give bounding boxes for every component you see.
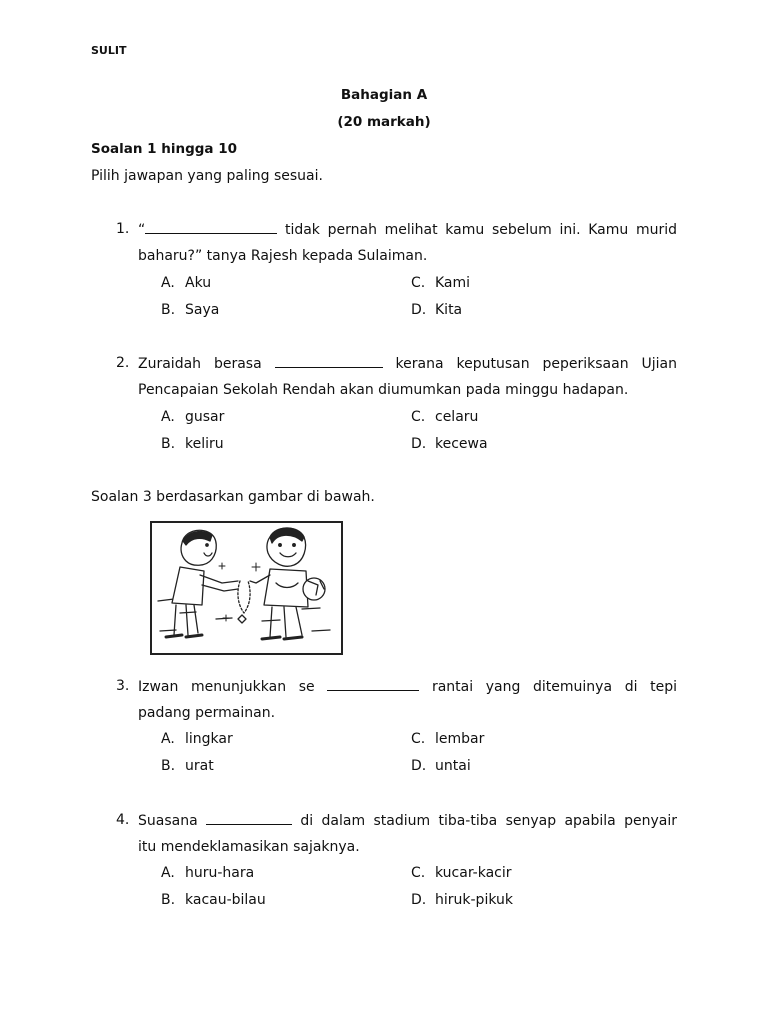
- option-a[interactable]: A. huru-hara: [161, 865, 255, 881]
- sulit-label: SULIT: [91, 44, 127, 57]
- answer-blank: [206, 812, 292, 825]
- answer-blank: [327, 678, 419, 691]
- option-c[interactable]: C. lembar: [411, 731, 485, 747]
- illustration-two-boys: [150, 521, 343, 655]
- question-number: 4.: [116, 812, 130, 828]
- option-c[interactable]: C. Kami: [411, 275, 471, 291]
- instruction: Pilih jawapan yang paling sesuai.: [91, 168, 323, 184]
- option-d[interactable]: D. hiruk-pikuk: [411, 892, 513, 908]
- question-text-line2: itu mendeklamasikan sajaknya.: [138, 839, 360, 855]
- question-text-line1: “ tidak pernah melihat kamu sebelum ini. Kamu murid: [138, 222, 677, 238]
- question-text-line2: baharu?” tanya Rajesh kepada Sulaiman.: [138, 248, 428, 264]
- question-text-line2: Pencapaian Sekolah Rendah akan diumumkan pada minggu hadapan.: [138, 382, 629, 398]
- question-text-line2: padang permainan.: [138, 705, 276, 721]
- option-a[interactable]: A. gusar: [161, 409, 225, 425]
- option-d[interactable]: D. Kita: [411, 302, 463, 318]
- option-d[interactable]: D. untai: [411, 758, 471, 774]
- picture-intro: Soalan 3 berdasarkan gambar di bawah.: [91, 489, 375, 505]
- option-a[interactable]: A. Aku: [161, 275, 212, 291]
- section-marks: (20 markah): [337, 114, 431, 130]
- option-b[interactable]: B. keliru: [161, 436, 224, 452]
- question-number: 2.: [116, 355, 130, 371]
- option-b[interactable]: B. kacau-bilau: [161, 892, 266, 908]
- option-d[interactable]: D. kecewa: [411, 436, 488, 452]
- question-text-line1: Zuraidah berasa kerana keputusan peperiksaan Ujian: [138, 356, 677, 372]
- option-b[interactable]: B. urat: [161, 758, 214, 774]
- answer-blank: [145, 221, 277, 234]
- question-range: Soalan 1 hingga 10: [91, 141, 238, 157]
- option-b[interactable]: B. Saya: [161, 302, 220, 318]
- question-text-line1: Suasana di dalam stadium tiba-tiba senyap apabila penyair: [138, 813, 677, 829]
- boys-drawing: [152, 523, 341, 653]
- question-text-line1: Izwan menunjukkan se rantai yang ditemuinya di tepi: [138, 679, 677, 695]
- option-c[interactable]: C. kucar-kacir: [411, 865, 512, 881]
- section-title: Bahagian A: [340, 87, 428, 103]
- option-a[interactable]: A. lingkar: [161, 731, 233, 747]
- answer-blank: [275, 355, 383, 368]
- question-number: 3.: [116, 678, 130, 694]
- option-c[interactable]: C. celaru: [411, 409, 479, 425]
- question-number: 1.: [116, 221, 130, 237]
